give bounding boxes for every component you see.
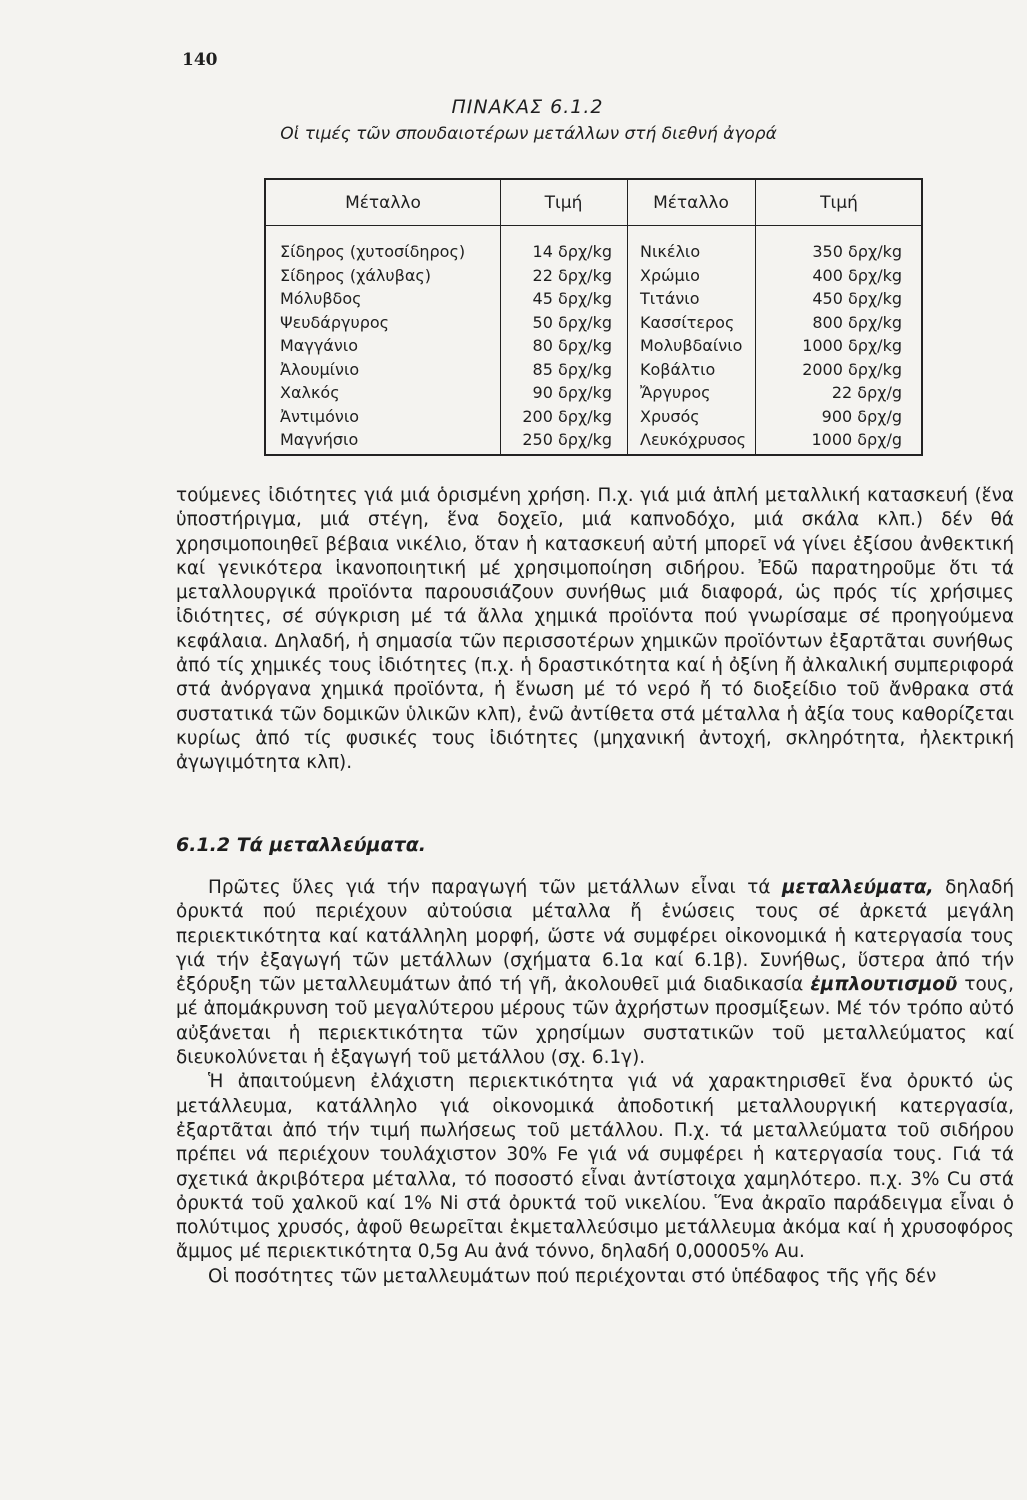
table-title: ΠΙΝΑΚΑΣ 6.1.2 <box>451 96 604 118</box>
table-cell: 22 δρχ/g <box>831 383 902 402</box>
table-cell: Χρυσός <box>640 406 700 426</box>
paragraph-continuation <box>176 484 1014 776</box>
table-cell: Σίδηρος (χάλυβας) <box>280 265 432 285</box>
table-divider <box>627 180 628 454</box>
table-caption <box>0 96 1027 144</box>
paragraph-text: τούμενες ἰδιότητες γιά μιά ὁρισμένη χρήση. Π.χ. γιά μιά ἁπλή μεταλλική κατασκευή (ἕνα ὑποστήριγμα, μιά στέγη, ἕνα δοχεῖο, μιά καπνοδόχο, μιά σκάλα κλπ.) δέν θά χρησιμοποιηθεῖ βέβαια νικέλιο, ὅταν ἡ κατασκευή αὐτή μπορεῖ νά γίνει ἐξίσου ἀνθεκτική καί γενικότερα ἱκανοποιητική μέ χρησιμοποίηση σιδήρου. Ἐδῶ παρατηροῦμε ὅτι τά μεταλλουργικά προϊόντα παρουσιάζουν συνήθως μιά διαφορά, ὡς πρός τίς χρήσιμες ἰδιότητες, σέ σύγκριση μέ τά ἄλλα χημικά προϊόντα πού γνωρίσαμε σέ προηγούμενα κεφάλαια. Δηλαδή, ἡ σημασία τῶν περισσοτέρων χημικῶν προϊόντων ἐξαρτᾶται συνήθως ἀπό τίς χημικές τους ἰδιότητες (π.χ. ἡ δραστικότητα καί ἡ ὀξίνη ἤ ἀλκαλική συμπεριφορά στά ἀνόργανα χημικά προϊόντα, ἡ ἕνωση μέ τό νερό ἤ τό διοξείδιο τοῦ ἄνθρακα στά συστατικά τῶν δομικῶν ὑλικῶν κλπ), ἐνῶ ἀντίθετα στά μέταλλα ἡ ἀξία τους καθορίζεται κυρίως ἀπό τίς φυσικές τους ἰδιότητες (μηχανική ἀντοχή, σκληρότητα, ἠλεκτρική ἀγωγιμότητα κλπ). <box>176 485 1014 774</box>
header-price-left: Τιμή <box>544 193 583 213</box>
table-cell: 22 δρχ/kg <box>532 265 612 285</box>
table-cell: Κοβάλτιο <box>640 359 716 379</box>
table-cell: 1000 δρχ/kg <box>802 336 902 355</box>
table-cell: Ψευδάργυρος <box>280 312 390 332</box>
emphasis-term: μεταλλεύματα, <box>782 877 934 898</box>
table-cell: 200 δρχ/kg <box>522 406 612 426</box>
table-cell: Λευκόχρυσος <box>640 430 747 449</box>
table-cell: 800 δρχ/kg <box>812 312 902 332</box>
table-cell: Κασσίτερος <box>640 312 735 332</box>
table-cell: Μαγνήσιο <box>280 430 359 449</box>
table-cell: Μαγγάνιο <box>280 336 358 355</box>
table-cell: 2000 δρχ/kg <box>802 359 902 379</box>
header-price-right: Τιμή <box>820 193 858 213</box>
table-cell: 250 δρχ/kg <box>522 430 612 449</box>
paragraphs-ores <box>176 876 1014 1289</box>
emphasis-term: ἐμπλουτισμοῦ <box>810 974 958 996</box>
table-cell: 80 δρχ/kg <box>532 336 612 355</box>
table-cell: 1000 δρχ/g <box>811 430 902 449</box>
table-subtitle: Οἱ τιμές τῶν σπουδαιοτέρων μετάλλων στή διεθνή ἀγορά <box>280 124 777 144</box>
table-cell: Χρώμιο <box>640 265 700 285</box>
page-number: 140 <box>182 50 218 70</box>
table-cell: 400 δρχ/kg <box>812 265 902 285</box>
right-price-column <box>766 240 902 452</box>
table-cell: 350 δρχ/kg <box>812 242 902 261</box>
right-metal-column <box>640 240 746 452</box>
table-header-rule <box>266 225 921 226</box>
table-cell: 50 δρχ/kg <box>532 312 612 332</box>
text-run: δηλαδή ὀρυκτά πού περιέχουν αὐτούσια μέταλλα ἤ ἑνώσεις τους σέ ἀρκετά μεγάλη περιεκτικότητα καί κατάλληλη μορφή, ὥστε νά συμφέρει οἰκονομικά ἡ κατεργασία τους γιά τήν ἐξαγωγή τῶν μετάλλων (σχήματα 6.1α καί 6.1β). Συνήθως, ὕστερα ἀπό τήν ἐξόρυξη τῶν μεταλλευμάτων ἀπό τή γῆ, ἀκολουθεῖ μιά διαδικασία <box>176 877 1015 996</box>
section-heading: 6.1.2 Τά μεταλλεύματα. <box>176 834 426 856</box>
table-cell: Χαλκός <box>280 383 340 402</box>
text-run: τους, μέ ἀπομάκρυνση τοῦ μεγαλύτερου μέρους τῶν ἀχρήστων προσμίξεων. Μέ τόν τρόπο αὐτό αὐξάνεται ἡ περιεκτικότητα τῶν χρησίμων συστατικῶν τοῦ μεταλλεύματος καί διευκολύνεται ἡ ἐξαγωγή τοῦ μετάλλου (σχ. 6.1γ). <box>176 974 1014 1069</box>
metal-price-table <box>264 178 923 456</box>
table-cell: Τιτάνιο <box>640 289 700 308</box>
table-divider <box>500 180 501 454</box>
text-run: Πρῶτες ὕλες γιά τήν παραγωγή τῶν μετάλλων εἶναι τά <box>208 877 783 898</box>
table-cell: Μόλυβδος <box>280 289 362 308</box>
table-cell: Σίδηρος (χυτοσίδηρος) <box>280 242 466 261</box>
table-cell: Μολυβδαίνιο <box>640 336 743 355</box>
header-metal-right: Μέταλλο <box>653 193 729 213</box>
table-cell: 85 δρχ/kg <box>532 359 612 379</box>
paragraph-ores-definition <box>176 876 1014 1070</box>
paragraph-minimum-content: Ἡ ἀπαιτούμενη ἐλάχιστη περιεκτικότητα γιά νά χαρακτηρισθεῖ ἕνα ὀρυκτό ὡς μετάλλευμα, κατάλληλο γιά οἰκονομικά ἀποδοτική μεταλλουργική κατεργασία, ἐξαρτᾶται ἀπό τήν τιμή πωλήσεως τοῦ μετάλλου. Π.χ. τά μεταλλεύματα τοῦ σιδήρου πρέπει νά περιέχουν τουλάχιστον 30% Fe γιά νά συμφέρει ἡ κατεργασία τους. Γιά τά σχετικά ἀκριβότερα μέταλλα, τό ποσοστό εἶναι ἀντίστοιχα χαμηλότερο. π.χ. 3% Cu στά ὀρυκτά τοῦ χαλκοῦ καί 1% Ni στά ὀρυκτά τοῦ νικελίου. Ἕνα ἀκραῖο παράδειγμα εἶναι ὁ πολύτιμος χρυσός, ἀφοῦ θεωρεῖται ἐκμεταλλεύσιμο μετάλλευμα ἀκόμα καί ἡ χρυσοφόρος ἄμμος μέ περιεκτικότητα 0,5g Au ἀνά τόννο, δηλαδή 0,00005% Au. <box>176 1071 1014 1263</box>
table-cell: 90 δρχ/kg <box>532 383 612 402</box>
table-divider <box>755 180 756 454</box>
left-price-column <box>506 240 612 452</box>
table-cell: Νικέλιο <box>640 242 701 261</box>
table-cell: 900 δρχ/g <box>821 406 902 426</box>
table-cell: 45 δρχ/kg <box>532 289 612 308</box>
table-cell: 14 δρχ/kg <box>532 242 612 261</box>
table-cell: Ἀντιμόνιο <box>280 406 360 426</box>
paragraph-ore-quantities: Οἱ ποσότητες τῶν μεταλλευμάτων πού περιέχονται στό ὑπέδαφος τῆς γῆς δέν <box>208 1265 937 1287</box>
table-cell: Ἄργυρος <box>640 383 711 402</box>
header-metal-left: Μέταλλο <box>345 193 421 213</box>
left-metal-column <box>280 240 465 452</box>
table-cell: Ἀλουμίνιο <box>280 359 360 379</box>
table-cell: 450 δρχ/kg <box>812 289 902 308</box>
